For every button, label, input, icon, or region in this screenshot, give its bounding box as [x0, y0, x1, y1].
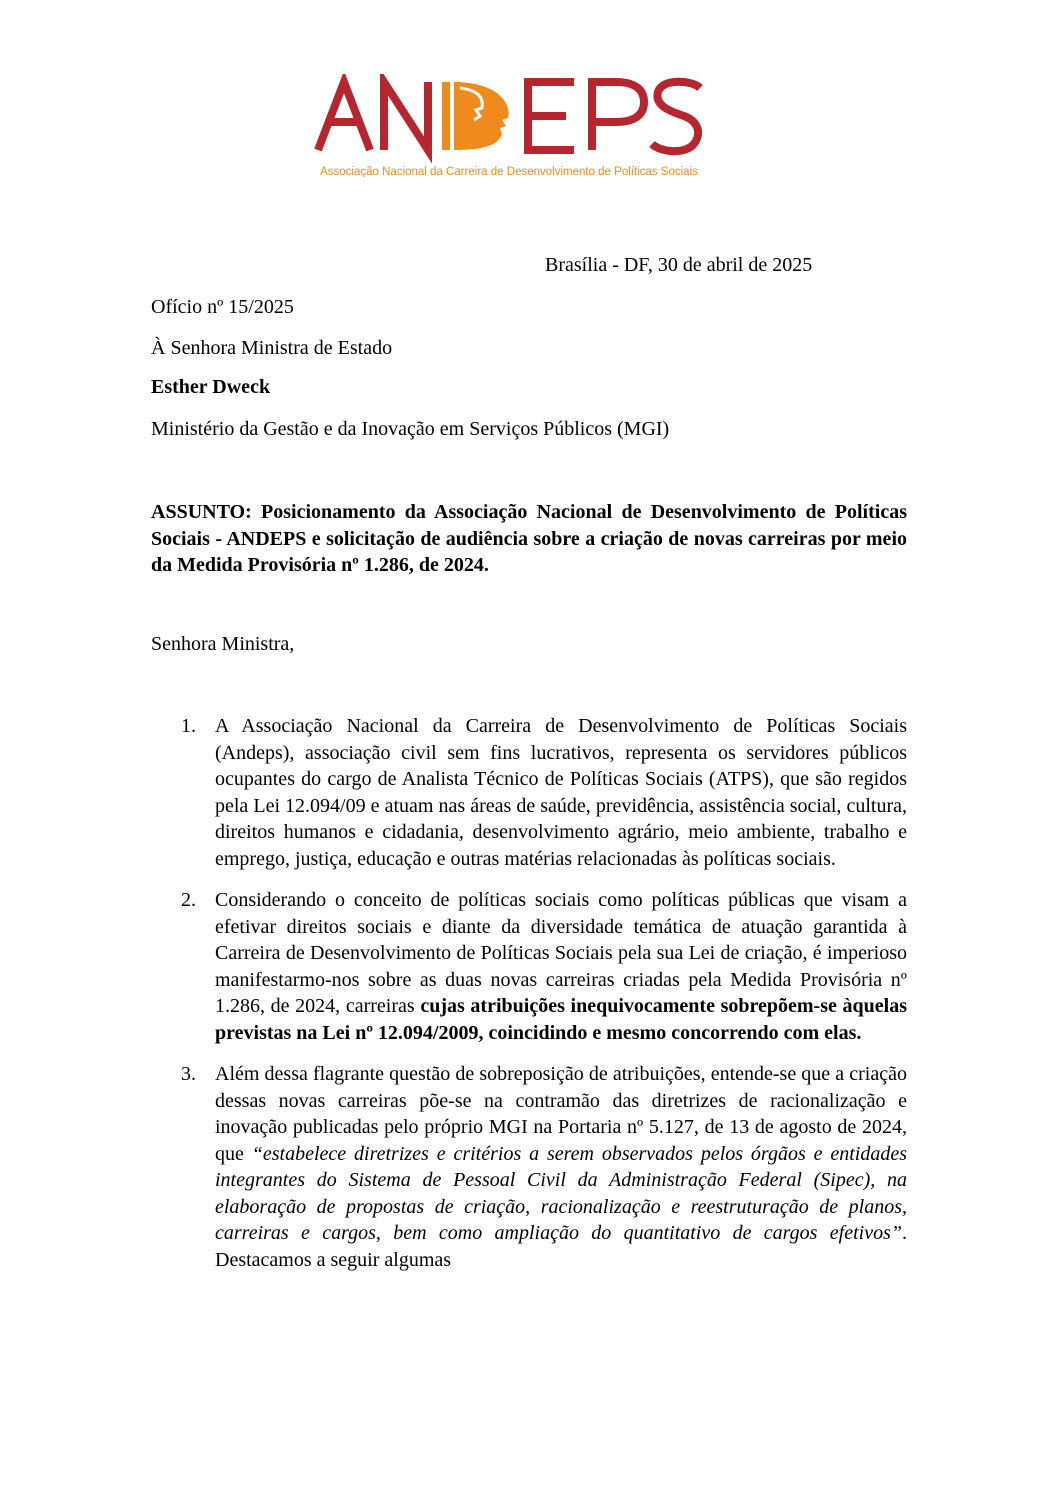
paragraph-tail-text: . Destacamos a seguir algumas [215, 1222, 907, 1271]
numbered-paragraphs [151, 713, 907, 1288]
paragraph-text: Considerando o conceito de políticas sociais como políticas públicas que visam a efetivar direitos sociais e diante da diversidade temática de atuação garantida à Carreira de Desenvolvimento de Políticas Sociais pela sua Lei de criação, é imperioso manifestarmo-nos sobre as duas novas carreiras criadas pela Medida Provisória nº 1.286, de 2024, carreiras [215, 889, 907, 1017]
paragraph-number: 2. [181, 889, 196, 911]
letter-date: Brasília - DF, 30 de abril de 2025 [545, 254, 813, 276]
logo-letter-s [652, 82, 700, 151]
logo-letter-n [384, 82, 428, 150]
paragraph-number: 1. [181, 715, 196, 737]
andeps-logo [312, 74, 706, 182]
paragraph-quote-text: “estabelece diretrizes e critérios a serem observados pelos órgãos e entidades integrantes do Sistema de Pessoal Civil da Administração Federal (Sipec), na elaboração de propostas de criação, racionalização e reestruturação de planos, carreiras e cargos, bem como ampliação do quantitativo de cargos efetivos” [215, 1142, 907, 1244]
paragraph-item-3 [151, 1061, 907, 1273]
paragraph-item-2 [151, 887, 907, 1046]
paragraph-text: Além dessa flagrante questão de sobreposição de atribuições, entende-se que a criação dessas novas carreiras põe-se na contramão das diretrizes de racionalização e inovação publicadas pelo próprio MGI na Portaria nº 5.127, de 13 de agosto de 2024, que [215, 1063, 907, 1165]
logo-tagline: Associação Nacional da Carreira de Desenvolvimento de Políticas Sociais [320, 166, 698, 178]
oficio-number: Ofício nº 15/2025 [151, 296, 294, 318]
greeting: Senhora Ministra, [151, 633, 295, 655]
paragraph-bold-text: cujas atribuições inequivocamente sobrepõem-se àquelas previstas na Lei nº 12.094/2009, coincidindo e mesmo concorrendo com elas. [215, 995, 907, 1044]
recipient-name: Esther Dweck [151, 376, 271, 398]
recipient-ministry: Ministério da Gestão e da Inovação em Serviços Públicos (MGI) [151, 418, 670, 440]
logo-letter-e [528, 82, 574, 150]
paragraph-text: A Associação Nacional da Carreira de Desenvolvimento de Políticas Sociais (Andeps), associação civil sem fins lucrativos, representa os servidores públicos ocupantes do cargo de Analista Técnico de Políticas Sociais (ATPS), que são regidos pela Lei 12.094/09 e atuam nas áreas de saúde, previdência, assistência social, cultura, direitos humanos e cidadania, desenvolvimento agrário, meio ambiente, trabalho e emprego, justiça, educação e outras matérias relacionadas às políticas sociais. [215, 715, 907, 870]
paragraph-number: 3. [181, 1063, 196, 1085]
recipient-title: À Senhora Ministra de Estado [151, 337, 393, 359]
paragraph-item-1 [151, 713, 907, 872]
logo-letter-a [318, 82, 370, 150]
subject-paragraph: ASSUNTO: Posicionamento da Associação Nacional de Desenvolvimento de Políticas Sociais - ANDEPS e solicitação de audiência sobre a criação de novas carreiras por meio da Medida Provisória nº 1.286, de 2024. [151, 501, 907, 576]
logo-letter-p [592, 82, 644, 150]
